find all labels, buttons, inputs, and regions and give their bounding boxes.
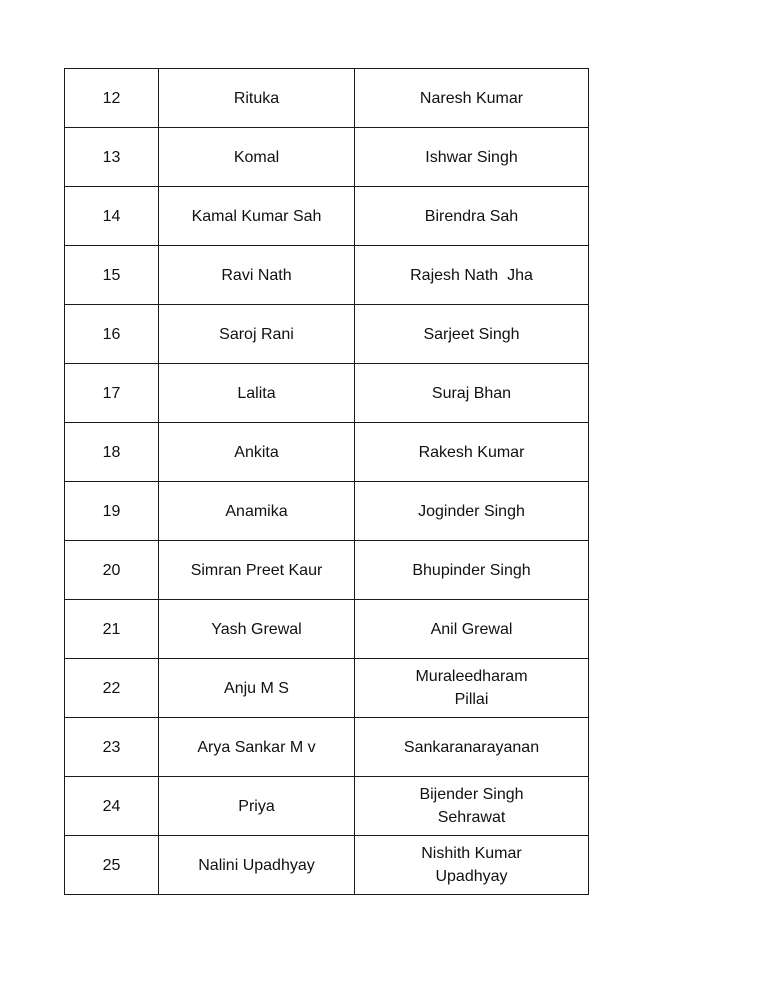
father-name-cell: Muraleedharam Pillai (355, 659, 589, 718)
table-row (65, 541, 589, 600)
table-row (65, 659, 589, 718)
name-cell: Komal (159, 128, 355, 187)
serial-number-cell: 17 (65, 364, 159, 423)
father-name-cell: Anil Grewal (355, 600, 589, 659)
serial-number-cell: 19 (65, 482, 159, 541)
table-row (65, 246, 589, 305)
serial-number-cell: 24 (65, 777, 159, 836)
serial-number-cell: 22 (65, 659, 159, 718)
table-row (65, 305, 589, 364)
name-cell: Priya (159, 777, 355, 836)
table-row (65, 69, 589, 128)
name-cell: Anju M S (159, 659, 355, 718)
father-name-cell: Bhupinder Singh (355, 541, 589, 600)
name-cell: Rituka (159, 69, 355, 128)
father-name-cell: Naresh Kumar (355, 69, 589, 128)
serial-number-cell: 16 (65, 305, 159, 364)
table-row (65, 777, 589, 836)
serial-number-cell: 20 (65, 541, 159, 600)
father-name-cell: Rajesh Nath Jha (355, 246, 589, 305)
table-row (65, 482, 589, 541)
table-row (65, 187, 589, 246)
table-row (65, 836, 589, 895)
name-cell: Simran Preet Kaur (159, 541, 355, 600)
serial-number-cell: 23 (65, 718, 159, 777)
name-cell: Ankita (159, 423, 355, 482)
records-table (64, 68, 589, 895)
name-cell: Anamika (159, 482, 355, 541)
name-cell: Saroj Rani (159, 305, 355, 364)
name-cell: Yash Grewal (159, 600, 355, 659)
serial-number-cell: 12 (65, 69, 159, 128)
father-name-cell: Birendra Sah (355, 187, 589, 246)
father-name-cell: Ishwar Singh (355, 128, 589, 187)
table-row (65, 364, 589, 423)
table-row (65, 718, 589, 777)
serial-number-cell: 21 (65, 600, 159, 659)
name-cell: Kamal Kumar Sah (159, 187, 355, 246)
name-cell: Lalita (159, 364, 355, 423)
name-cell: Arya Sankar M v (159, 718, 355, 777)
table-row (65, 128, 589, 187)
serial-number-cell: 25 (65, 836, 159, 895)
table-row (65, 600, 589, 659)
serial-number-cell: 15 (65, 246, 159, 305)
father-name-cell: Rakesh Kumar (355, 423, 589, 482)
serial-number-cell: 14 (65, 187, 159, 246)
name-cell: Ravi Nath (159, 246, 355, 305)
father-name-cell: Nishith Kumar Upadhyay (355, 836, 589, 895)
father-name-cell: Sankaranarayanan (355, 718, 589, 777)
father-name-cell: Joginder Singh (355, 482, 589, 541)
father-name-cell: Bijender Singh Sehrawat (355, 777, 589, 836)
father-name-cell: Suraj Bhan (355, 364, 589, 423)
father-name-cell: Sarjeet Singh (355, 305, 589, 364)
serial-number-cell: 13 (65, 128, 159, 187)
serial-number-cell: 18 (65, 423, 159, 482)
table-row (65, 423, 589, 482)
name-cell: Nalini Upadhyay (159, 836, 355, 895)
